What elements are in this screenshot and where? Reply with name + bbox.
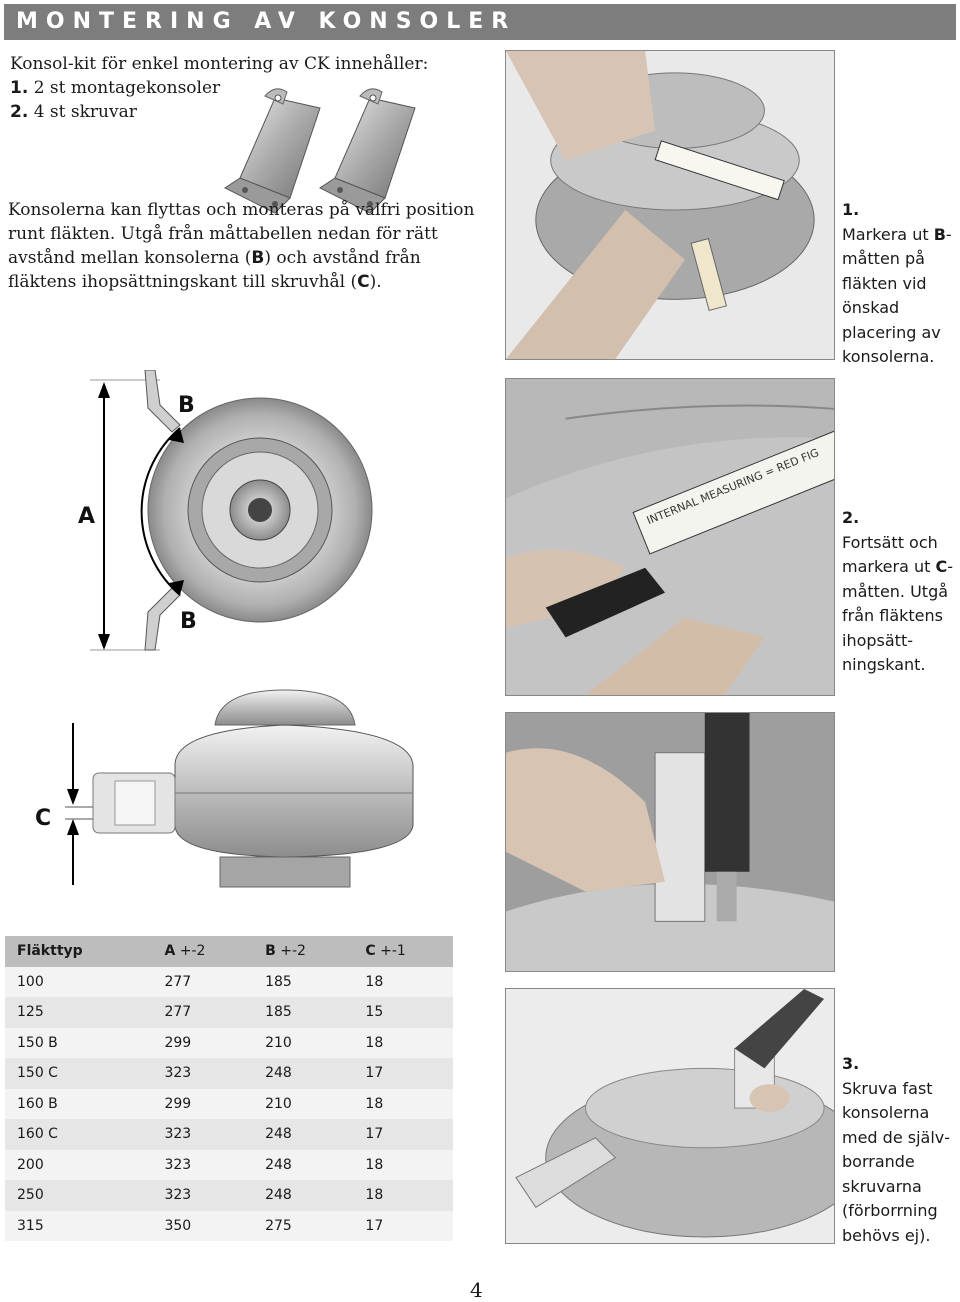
description-c-label: C [357,272,370,292]
fan-front-diagram [60,370,400,660]
table-cell: 15 [353,997,453,1028]
table-cell: 315 [5,1211,152,1242]
bracket-kit-image [215,78,430,218]
table-cell: 200 [5,1150,152,1181]
table-row [5,1119,453,1150]
table-cell: 350 [152,1211,253,1242]
step-2-post: -måtten. Utgå från fläktens ihopsättningskant. [842,557,954,674]
step-2-text [842,506,957,678]
table-row [5,967,453,998]
table-cell: 323 [152,1058,253,1089]
table-cell: 17 [353,1058,453,1089]
step-3-text [842,1052,957,1248]
description-part-2: ) och avstånd från fläktens ihopsättningskant till skruvhål ( [8,248,421,292]
table-cell: 210 [253,1028,353,1059]
header-bar [4,4,956,40]
table-cell: 323 [152,1119,253,1150]
table-cell: 150 C [5,1058,152,1089]
table-cell: 17 [353,1119,453,1150]
label-b-bottom: B [180,609,197,634]
label-a: A [78,504,96,529]
page-title: MONTERING AV KONSOLER [16,9,517,34]
table-cell: 18 [353,1150,453,1181]
dimension-table [5,936,453,1241]
table-cell: 323 [152,1180,253,1211]
page-number: 4 [470,1278,483,1302]
table-cell: 277 [152,997,253,1028]
table-row [5,1089,453,1120]
step-1-key: B [933,224,946,244]
table-cell: 150 B [5,1028,152,1059]
step-1-pre: Markera ut [842,224,934,244]
table-cell: 250 [5,1180,152,1211]
table-cell: 100 [5,967,152,998]
step-2-photo [505,378,835,696]
step-3-photo [505,988,835,1244]
intro-item-1-text: 2 st montagekonsoler [33,78,221,98]
table-cell: 185 [253,997,353,1028]
table-cell: 248 [253,1119,353,1150]
table-cell: 125 [5,997,152,1028]
step-2-pre: Fortsätt och markera ut [842,532,938,576]
table-cell: 323 [152,1150,253,1181]
intro-item-1-num: 1. [10,78,29,98]
table-row [5,997,453,1028]
table-header-cell: Fläkttyp [5,936,152,967]
table-cell: 275 [253,1211,353,1242]
table-cell: 277 [152,967,253,998]
step-1-post: -måtten på fläkten vid önskad placering av konsolerna. [842,224,952,366]
table-row [5,1150,453,1181]
table-header-cell: B +-2 [253,936,353,967]
description-part-1: Konsolerna kan flyttas och monteras på valfri position runt fläkten. Utgå från måttabellen nedan för rätt avstånd mellan konsolerna ( [8,200,475,268]
drill-photo [505,712,835,972]
table-row [5,1180,453,1211]
step-1-num: 1. [842,200,860,219]
table-cell: 248 [253,1150,353,1181]
table-row [5,1028,453,1059]
step-3-num: 3. [842,1054,860,1073]
table-cell: 160 B [5,1089,152,1120]
ruler-text: INTERNAL MEASURING = RED FIG [644,446,821,528]
table-row [5,1211,453,1242]
table-cell: 18 [353,1089,453,1120]
description-text [8,198,478,294]
table-cell: 210 [253,1089,353,1120]
label-c: C [35,806,52,831]
intro-line: Konsol-kit för enkel montering av CK innehåller: [10,54,429,74]
table-header-cell: A +-2 [152,936,253,967]
table-header-cell: C +-1 [353,936,453,967]
table-cell: 18 [353,1028,453,1059]
table-cell: 248 [253,1180,353,1211]
table-cell: 18 [353,1180,453,1211]
table-cell: 299 [152,1089,253,1120]
label-b-top: B [178,393,195,418]
table-cell: 248 [253,1058,353,1089]
description-part-3: ). [369,272,382,292]
step-1-photo [505,50,835,360]
intro-item-2-num: 2. [10,102,29,122]
step-1-text [842,198,957,370]
fan-side-diagram [25,685,425,890]
description-b-label: B [251,248,265,268]
table-body [5,967,453,1242]
step-2-num: 2. [842,508,860,527]
intro-item-2-text: 4 st skruvar [33,102,137,122]
table-row [5,1058,453,1089]
table-cell: 185 [253,967,353,998]
table-cell: 18 [353,967,453,998]
table-cell: 299 [152,1028,253,1059]
step-3-body: Skruva fast konsolerna med de självborrande skruvarna (förborrning behövs ej). [842,1078,951,1245]
step-2-key: C [935,557,948,576]
table-cell: 17 [353,1211,453,1242]
table-cell: 160 C [5,1119,152,1150]
table-header-row [5,936,453,967]
